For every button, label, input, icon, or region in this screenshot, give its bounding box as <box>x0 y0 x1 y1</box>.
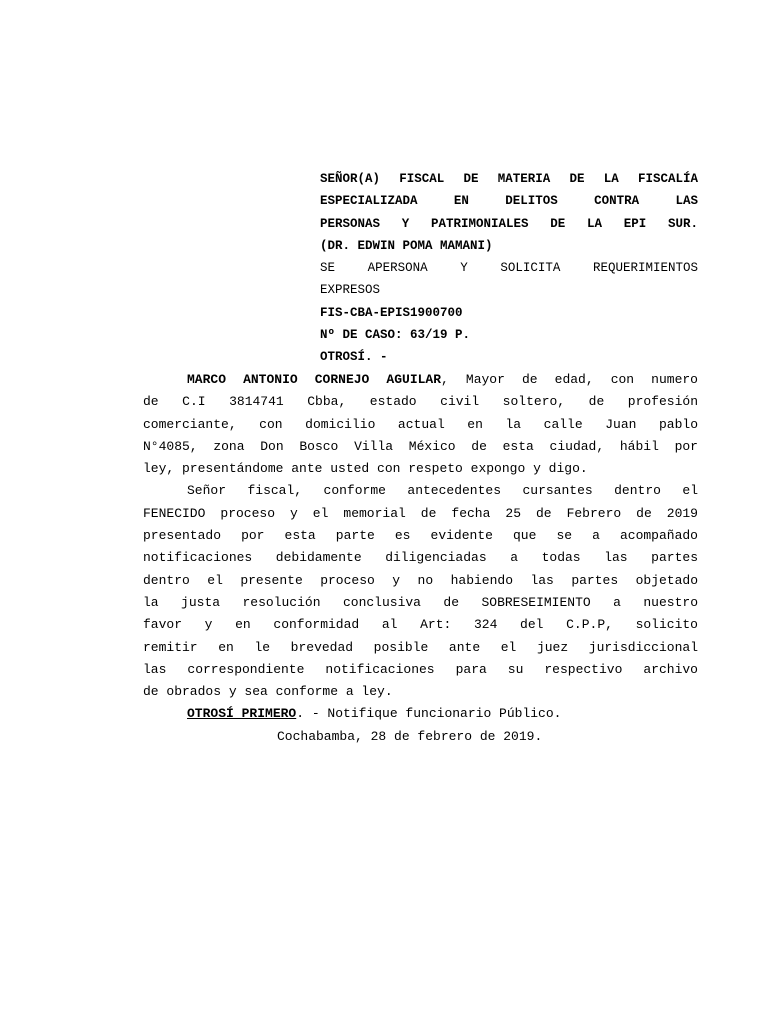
body-line <box>143 369 698 391</box>
subject-line: EXPRESOS <box>320 283 381 298</box>
document-header <box>320 168 698 369</box>
body-line: N°4085, zona Don Bosco Villa México de esta ciudad, hábil por <box>143 438 698 454</box>
main-paragraph <box>143 480 698 703</box>
body-line <box>143 703 698 725</box>
petitioner-name: MARCO ANTONIO CORNEJO AGUILAR <box>187 372 442 387</box>
subject-line: SE APERSONA Y SOLICITA REQUERIMIENTOS <box>320 261 698 276</box>
otrosi-primero-text: . - Notifique funcionario Público. <box>296 706 562 722</box>
case-reference: FIS-CBA-EPIS1900700 <box>320 305 463 320</box>
closing-date-line: Cochabamba, 28 de febrero de 2019. <box>277 728 543 744</box>
otrosi-heading: OTROSÍ. - <box>320 350 388 365</box>
body-line: las correspondiente notificaciones para su respectivo archivo <box>143 661 698 677</box>
body-line: favor y en conformidad al Art: 324 del C.P.P, solicito <box>143 617 698 633</box>
addressee-line: (DR. EDWIN POMA MAMANI) <box>320 238 493 253</box>
body-line: dentro el presente proceso y no habiendo las partes objetado <box>143 572 698 588</box>
body-line: comerciante, con domicilio actual en la calle Juan pablo <box>143 416 698 432</box>
body-line: la justa resolución conclusiva de SOBRESEIMIENTO a nuestro <box>143 594 698 610</box>
body-line: remitir en le brevedad posible ante el juez jurisdiccional <box>143 639 698 655</box>
addressee-line: PERSONAS Y PATRIMONIALES DE LA EPI SUR. <box>320 216 698 231</box>
body-line: presentado por esta parte es evidente que se a acompañado <box>143 528 698 544</box>
addressee-line: ESPECIALIZADA EN DELITOS CONTRA LAS <box>320 194 698 209</box>
body-line: FENECIDO proceso y el memorial de fecha 25 de Febrero de 2019 <box>143 505 698 521</box>
case-number: Nº DE CASO: 63/19 P. <box>320 328 471 343</box>
body-line: notificaciones debidamente diligenciadas a todas las partes <box>143 550 698 566</box>
otrosi-primero-label: OTROSÍ PRIMERO <box>187 706 297 722</box>
body-line: de obrados y sea conforme a ley. <box>143 684 393 700</box>
addressee-line: SEÑOR(A) FISCAL DE MATERIA DE LA FISCALÍA <box>320 172 698 186</box>
body-text: , Mayor de edad, con numero <box>441 372 698 387</box>
body-line: de C.I 3814741 Cbba, estado civil soltero, de profesión <box>143 394 698 410</box>
intro-paragraph <box>143 369 698 480</box>
body-line: ley, presentándome ante usted con respeto expongo y digo. <box>143 461 588 477</box>
body-line: Señor fiscal, conforme antecedentes cursantes dentro el <box>187 483 698 499</box>
otrosi-primero-paragraph <box>143 703 698 725</box>
document-body <box>143 369 698 748</box>
